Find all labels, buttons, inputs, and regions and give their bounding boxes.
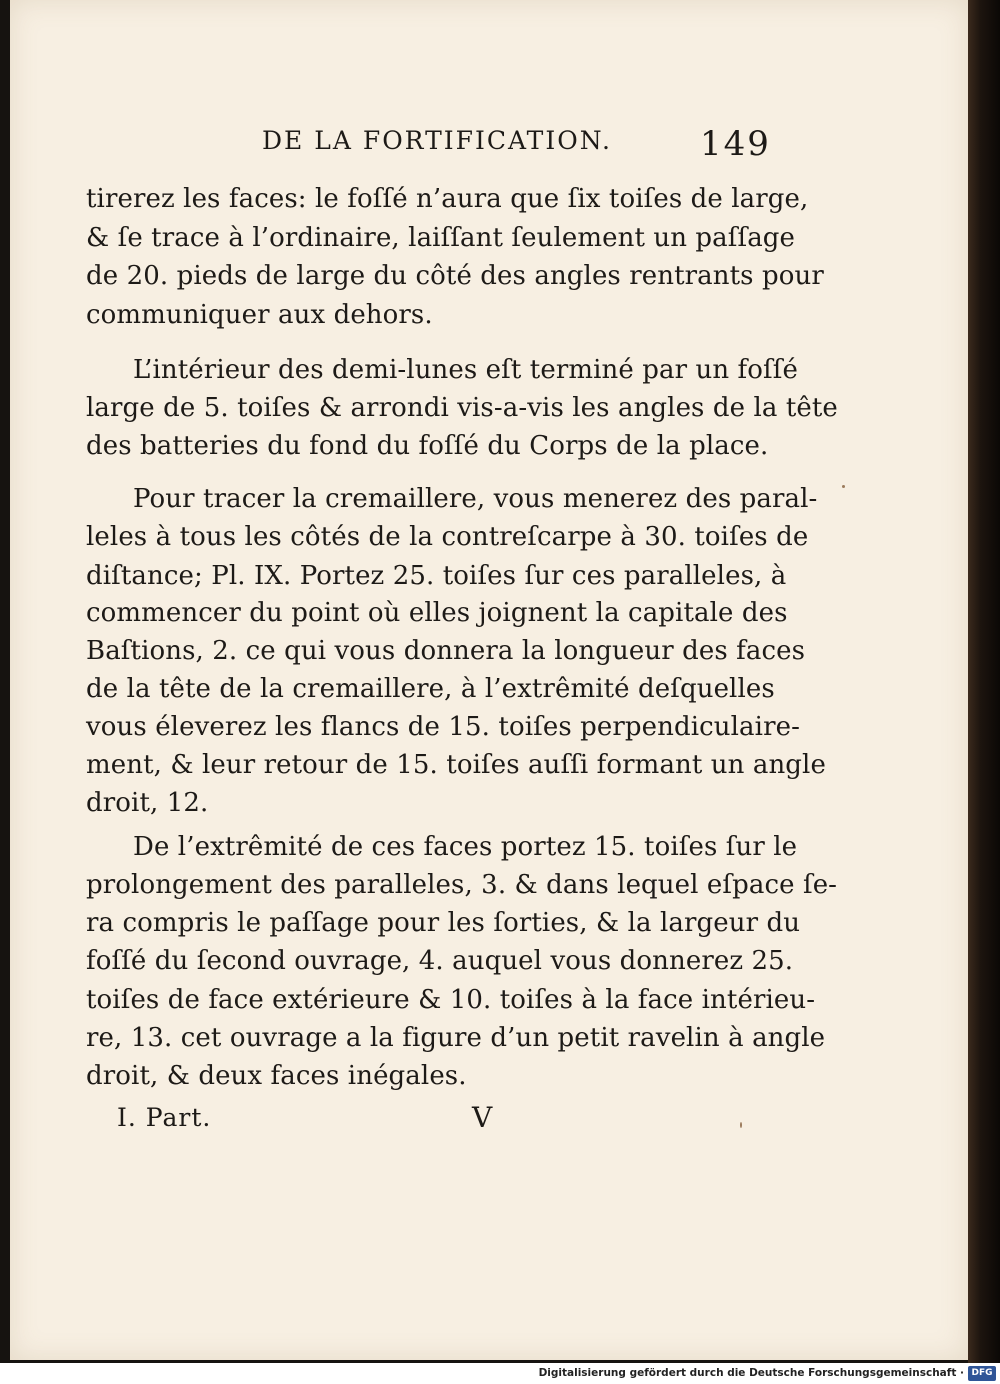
- paper-speck: [740, 1122, 742, 1128]
- text-line: commencer du point où elles joignent la capitale des: [86, 598, 788, 628]
- dfg-logo: DFG: [968, 1366, 996, 1381]
- text-line: toiſes de face extérieure & 10. toiſes à la face intérieu-: [86, 985, 816, 1015]
- text-line: Pour tracer la cremaillere, vous menerez des paral-: [133, 484, 818, 514]
- text-line: diſtance; Pl. IX. Portez 25. toiſes ſur ces paralleles, à: [86, 561, 787, 591]
- text-line: droit, 12.: [86, 788, 209, 818]
- text-line: & ſe trace à l’ordinaire, laiſſant ſeulement un paſſage: [86, 223, 796, 253]
- running-head: DE LA FORTIFICATION.: [262, 126, 612, 155]
- text-line: Baſtions, 2. ce qui vous donnera la longueur des faces: [86, 636, 806, 666]
- signature-mark: I. Part.: [117, 1103, 212, 1132]
- text-line: ra compris le paſſage pour les ſorties, & la largeur du: [86, 908, 801, 938]
- text-line: leles à tous les côtés de la contreſcarpe à 30. toiſes de: [86, 522, 809, 552]
- text-line: ment, & leur retour de 15. toiſes auſſi formant un angle: [86, 750, 826, 780]
- text-line: large de 5. toiſes & arrondi vis-a-vis les angles de la tête: [86, 393, 838, 423]
- digitization-notice: Digitalisierung gefördert durch die Deutsche Forschungsgemeinschaft ·: [538, 1367, 964, 1379]
- text-line: L’intérieur des demi-lunes eſt terminé par un foſſé: [133, 355, 798, 385]
- text-line: droit, & deux faces inégales.: [86, 1061, 467, 1091]
- text-line: vous éleverez les flancs de 15. toiſes perpendiculaire-: [86, 712, 800, 742]
- text-line: foſſé du ſecond ouvrage, 4. auquel vous donnerez 25.: [86, 946, 794, 976]
- text-line: des batteries du fond du foſſé du Corps de la place.: [86, 431, 769, 461]
- text-line: tirerez les faces: le foſſé n’aura que ſix toiſes de large,: [86, 184, 809, 214]
- catchword: V: [472, 1101, 493, 1134]
- text-line: prolongement des paralleles, 3. & dans lequel eſpace ſe-: [86, 870, 838, 900]
- page-number: 149: [700, 124, 771, 164]
- text-line: re, 13. cet ouvrage a la figure d’un petit ravelin à angle: [86, 1023, 826, 1053]
- paper-speck: [842, 485, 845, 488]
- text-line: communiquer aux dehors.: [86, 300, 433, 330]
- text-line: de la tête de la cremaillere, à l’extrêmité deſquelles: [86, 674, 775, 704]
- text-line: De l’extrêmité de ces faces portez 15. toiſes ſur le: [133, 832, 798, 862]
- text-line: de 20. pieds de large du côté des angles rentrants pour: [86, 261, 824, 291]
- book-gutter: [968, 0, 1000, 1363]
